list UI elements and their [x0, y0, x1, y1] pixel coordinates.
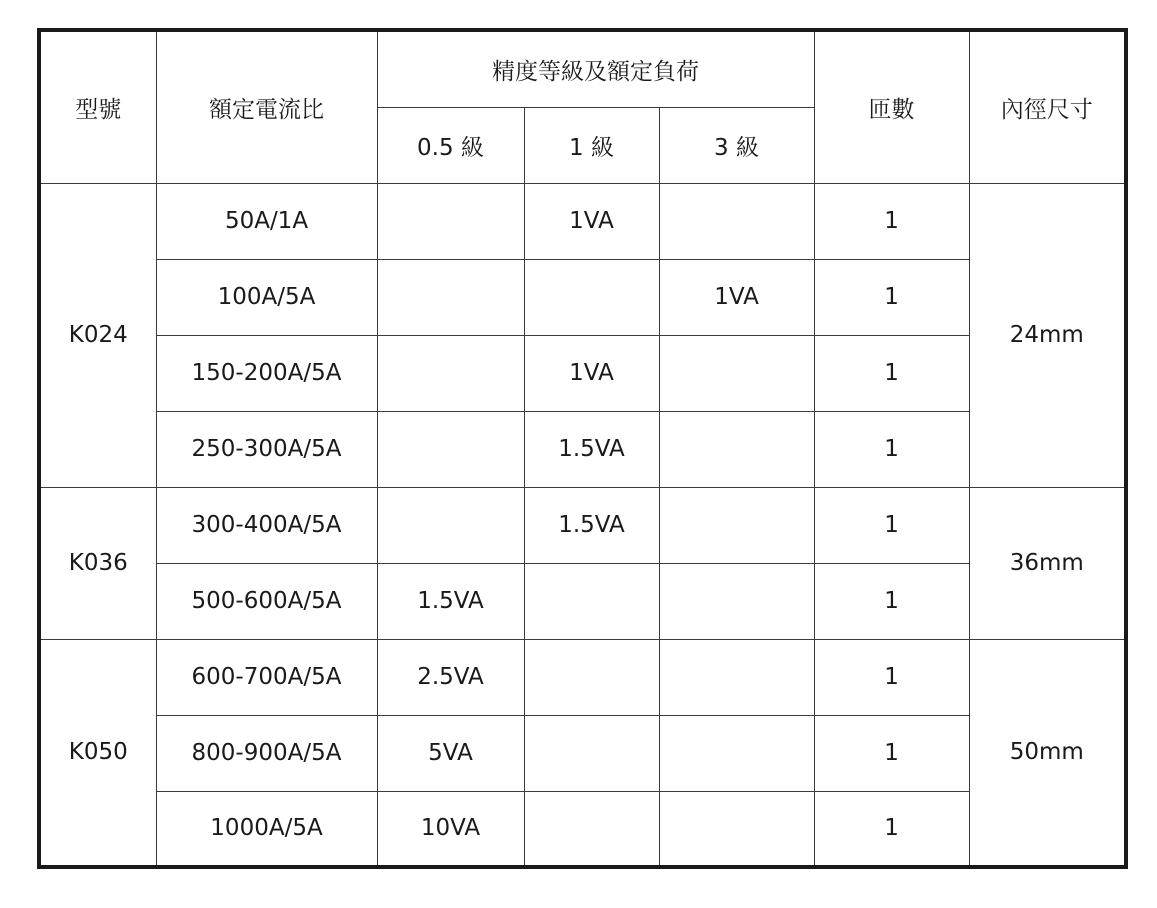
table-row: [39, 411, 1126, 487]
ratio-cell: 600-700A/5A: [156, 639, 377, 715]
turns-cell: 1: [814, 335, 969, 411]
model-cell: K050: [39, 639, 156, 867]
class-1-cell: 1.5VA: [524, 487, 659, 563]
class-05-cell: 2.5VA: [377, 639, 524, 715]
class-3-cell: [659, 639, 814, 715]
turns-cell: 1: [814, 487, 969, 563]
class-3-cell: [659, 411, 814, 487]
turns-cell: 1: [814, 791, 969, 867]
model-cell: K036: [39, 487, 156, 639]
turns-cell: 1: [814, 411, 969, 487]
ratio-cell: 500-600A/5A: [156, 563, 377, 639]
class-3-cell: [659, 335, 814, 411]
class-3-cell: [659, 791, 814, 867]
ratio-cell: 800-900A/5A: [156, 715, 377, 791]
class-1-cell: [524, 715, 659, 791]
ratio-cell: 300-400A/5A: [156, 487, 377, 563]
header-class-05: 0.5 級: [377, 107, 524, 183]
class-3-cell: 1VA: [659, 259, 814, 335]
ratio-cell: 100A/5A: [156, 259, 377, 335]
ct-spec-table: [37, 28, 1128, 869]
class-1-cell: 1VA: [524, 183, 659, 259]
turns-cell: 1: [814, 259, 969, 335]
class-1-cell: [524, 791, 659, 867]
class-3-cell: [659, 563, 814, 639]
diameter-cell: 36mm: [969, 487, 1126, 639]
class-1-cell: 1VA: [524, 335, 659, 411]
ratio-cell: 250-300A/5A: [156, 411, 377, 487]
ratio-cell: 50A/1A: [156, 183, 377, 259]
class-05-cell: [377, 411, 524, 487]
class-1-cell: 1.5VA: [524, 411, 659, 487]
class-1-cell: [524, 563, 659, 639]
table-row: [39, 259, 1126, 335]
header-turns: 匝數: [814, 30, 969, 183]
table-row: [39, 335, 1126, 411]
table-row: [39, 183, 1126, 259]
class-05-cell: [377, 487, 524, 563]
header-model: 型號: [39, 30, 156, 183]
class-3-cell: [659, 487, 814, 563]
class-1-cell: [524, 259, 659, 335]
diameter-cell: 24mm: [969, 183, 1126, 487]
turns-cell: 1: [814, 183, 969, 259]
class-05-cell: 10VA: [377, 791, 524, 867]
ratio-cell: 150-200A/5A: [156, 335, 377, 411]
turns-cell: 1: [814, 639, 969, 715]
header-class-3: 3 級: [659, 107, 814, 183]
table-row: [39, 639, 1126, 715]
header-class-1: 1 級: [524, 107, 659, 183]
class-05-cell: [377, 259, 524, 335]
header-inner-diameter: 內徑尺寸: [969, 30, 1126, 183]
header-rated-ratio: 額定電流比: [156, 30, 377, 183]
table-row: [39, 791, 1126, 867]
header-accuracy-group: 精度等級及額定負荷: [377, 30, 814, 107]
model-cell: K024: [39, 183, 156, 487]
table-row: [39, 487, 1126, 563]
turns-cell: 1: [814, 563, 969, 639]
diameter-cell: 50mm: [969, 639, 1126, 867]
turns-cell: 1: [814, 715, 969, 791]
ratio-cell: 1000A/5A: [156, 791, 377, 867]
class-05-cell: [377, 335, 524, 411]
class-3-cell: [659, 715, 814, 791]
class-05-cell: 5VA: [377, 715, 524, 791]
table-row: [39, 715, 1126, 791]
class-05-cell: 1.5VA: [377, 563, 524, 639]
class-05-cell: [377, 183, 524, 259]
class-1-cell: [524, 639, 659, 715]
table-row: [39, 563, 1126, 639]
class-3-cell: [659, 183, 814, 259]
